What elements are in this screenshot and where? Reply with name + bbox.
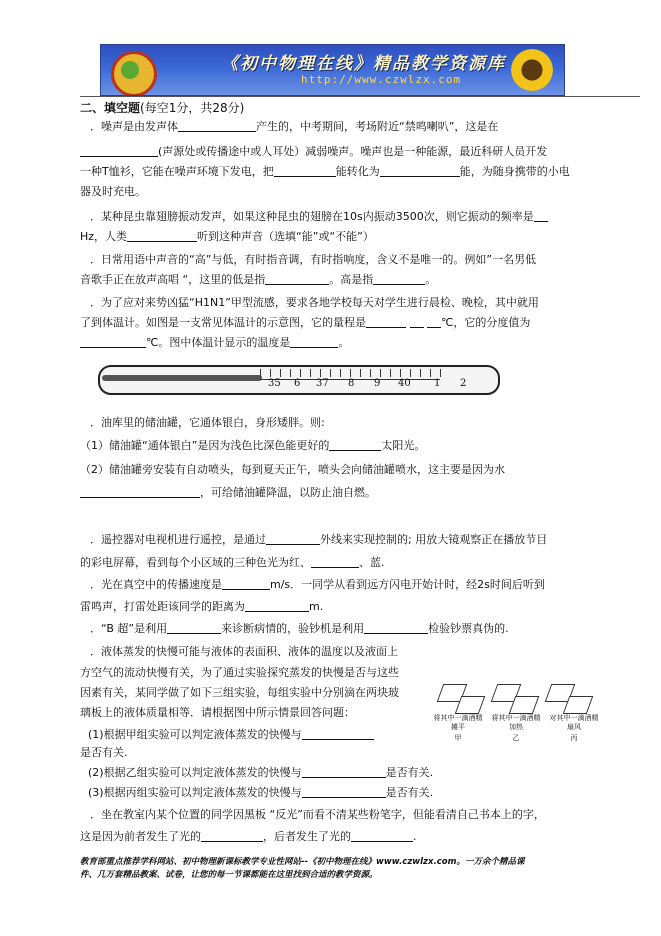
figure-label-a: 甲 xyxy=(454,734,462,742)
q10-line2: 这是因为前者发生了光的 ，后者发生了光的 . xyxy=(80,830,417,843)
footer-line: 件、几万套精品教案、试卷，让您的每一节课都能在这里找到合适的教学资源。 xyxy=(80,870,378,880)
scale-label: 9 xyxy=(374,378,381,389)
glass-plate xyxy=(455,696,486,714)
mercury-column xyxy=(102,375,262,381)
scale-label: 6 xyxy=(294,378,301,389)
figure-label-c: 丙 xyxy=(570,734,578,742)
scale-label: 2 xyxy=(460,378,467,389)
q2-line1: ．某种昆虫靠翅膀振动发声，如果这种昆虫的翅膀在10s内振动3500次，则它振动的频率是 xyxy=(90,210,548,224)
divider xyxy=(80,96,640,97)
q8-line1: ．“B 超”是利用 来诊断病情的，验钞机是利用 检验钞票真伪的. xyxy=(90,622,509,635)
glass-plate xyxy=(563,696,594,714)
figure-caption-b: 将其中一滴酒精加热 xyxy=(491,714,541,731)
figure-label-b: 乙 xyxy=(512,734,520,742)
header-banner xyxy=(100,44,565,96)
q6-line1: ．遥控器对电视机进行遥控，是通过 外线来实现控制的; 用放大镜观察正在播放节目 xyxy=(90,533,548,546)
q1-line1: ．噪声是由发声体 产生的，中考期间，考场附近“禁鸣喇叭”，这是在 xyxy=(90,120,499,133)
banner-url[interactable]: http://www.czwlzx.com xyxy=(301,73,462,86)
q9-line3: 因素有关，某同学做了如下三组实验，每组实验中分别滴在两块玻 xyxy=(80,686,399,699)
q5-line3: （2）储油罐旁安装有自动喷头，每到夏天正午，喷头会向储油罐喷水，这主要是因为水 xyxy=(80,463,505,476)
figure-caption-a: 将其中一滴酒精摊平 xyxy=(433,714,483,731)
q9-line4: 璃板上的液体质量相等．请根据图中所示情景回答问题： xyxy=(80,706,355,719)
q2-line2: Hz，人类 听到这种声音（选填“能”或“不能”） xyxy=(80,230,374,243)
q9-line5: (1)根据甲组实验可以判定液体蒸发的快慢与 xyxy=(88,728,374,742)
q9-line2: 方空气的流动快慢有关，为了通过实验探究蒸发的快慢是否与这些 xyxy=(80,666,399,679)
logo-dot-icon xyxy=(121,61,139,79)
q4-line3: ℃。图中体温计显示的温度是 。 xyxy=(80,336,349,350)
q9-line7: (2)根据乙组实验可以判定液体蒸发的快慢与 是否有关. xyxy=(88,766,434,779)
q7-line2: 雷鸣声，打雷处距该同学的距离为 m. xyxy=(80,600,324,613)
scale-label: 8 xyxy=(348,378,355,389)
thermometer-figure xyxy=(98,365,500,395)
scale-label: 35 xyxy=(268,378,281,389)
scale-label: 37 xyxy=(316,378,329,389)
figure-caption-c: 对其中一滴酒精扇风 xyxy=(549,714,599,731)
q3-line1: ．日常用语中声音的“高”与低，有时指音调，有时指响度，含义不是唯一的。例如”一名男低 xyxy=(90,253,537,266)
q4-line2: 了到体温计。如图是一支常见体温计的示意图，它的量程是 ℃，它的分度值为 xyxy=(80,316,531,329)
glass-plate xyxy=(509,696,540,714)
q9-line6: 是否有关. xyxy=(80,746,128,759)
q5-line1: ．油库里的储油罐，它通体银白，身形矮胖。则: xyxy=(90,416,325,429)
sunflower-icon xyxy=(511,49,553,91)
q3-line2: 音歌手正在放声高唱 “，这里的低是指 。高是指 。 xyxy=(80,273,437,286)
q5-line2: （1）储油罐“通体银白”是因为浅色比深色能更好的 太阳光。 xyxy=(80,439,426,452)
q1-line2: (声源处或传播途中或人耳处）减弱噪声。噪声也是一种能源，最近科研人员开发 xyxy=(80,145,547,159)
q4-line1: ．为了应对来势凶猛“H1N1”甲型流感，要求各地学校每天对学生进行晨检、晚检，其中就用 xyxy=(90,296,539,309)
footer-line: 教育部重点推荐学科网站、初中物理新课标教学专业性网站--《初中物理在线》www.czwlzx.com。一万余个精品课 xyxy=(80,857,525,867)
section-heading: 二、填空题(每空1分，共28分) xyxy=(80,101,245,115)
q1-line3: 一种T恤衫，它能在噪声环境下发电，把 能转化为 能，为随身携带的小电 xyxy=(80,165,570,178)
q10-line1: ．坐在教室内某个位置的同学因黑板 “反光”而看不清某些粉笔字，但能看清自己书本上的字， xyxy=(90,808,545,821)
scale-label: 1 xyxy=(434,378,441,389)
q9-line1: ．液体蒸发的快慢可能与液体的表面积、液体的温度以及液面上 xyxy=(90,645,398,658)
scale-label: 40 xyxy=(398,378,411,389)
evaporation-figure xyxy=(432,654,602,740)
banner-title: 《初中物理在线》精品教学资源库 xyxy=(221,54,506,74)
q7-line1: ．光在真空中的传播速度是 m/s．一同学从看到远方闪电开始计时，经2s时间后听到 xyxy=(90,578,545,591)
page-footer xyxy=(80,856,640,882)
q9-line8: (3)根据丙组实验可以判定液体蒸发的快慢与 是否有关. xyxy=(88,786,434,799)
q1-line4: 器及时充电。 xyxy=(80,185,146,198)
q5-line4: ，可给储油罐降温，以防止油自燃。 xyxy=(80,486,376,500)
q6-line2: 的彩电屏幕，看到每个小区域的三种色光为红、 、蓝. xyxy=(80,556,385,569)
